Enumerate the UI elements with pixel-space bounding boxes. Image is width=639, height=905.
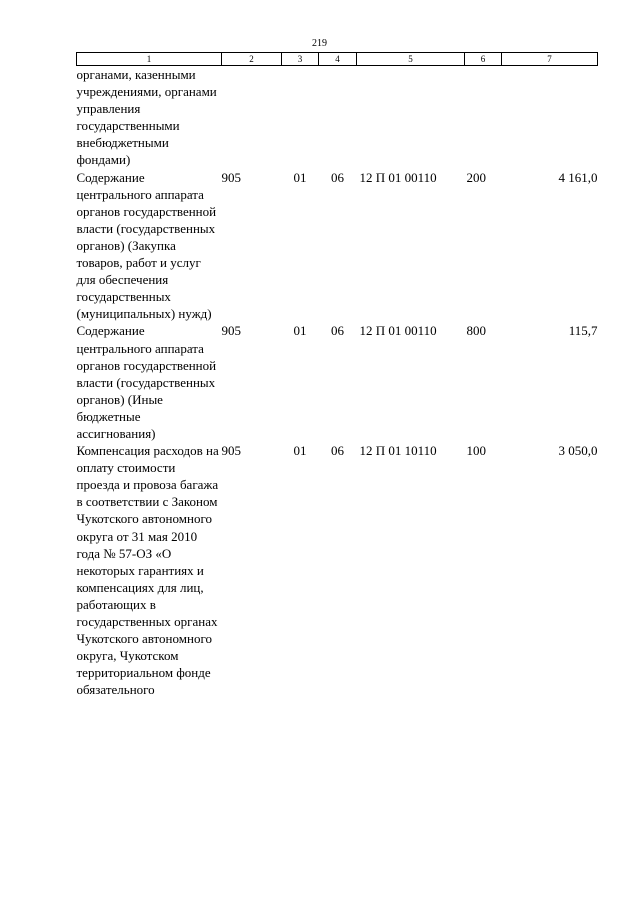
row-ministry-code: 905 (221, 323, 241, 339)
row-amount: 115,7 (568, 323, 598, 339)
row-section-code: 01 (293, 443, 307, 459)
row-target-code: 12 П 01 00110 (359, 323, 437, 339)
column-header-4: 4 (319, 53, 357, 66)
row-ministry-code: 905 (221, 443, 241, 459)
row-expense-type: 800 (466, 323, 486, 339)
row-target-code: 12 П 01 10110 (359, 443, 437, 459)
row-amount (502, 66, 598, 169)
row-expense-type: 200 (466, 169, 486, 185)
column-header-1: 1 (77, 53, 222, 66)
row-subsection-code (319, 66, 357, 169)
row-amount: 4 161,0 (558, 169, 598, 185)
row-name: Содержание центрального аппарата органов государственной власти (государственных органов) (Закупка товаров, работ и услуг для обеспечения государственных (муниципальных) нужд) (76, 169, 217, 322)
page-number: 219 (312, 38, 327, 49)
row-section-code: 01 (293, 323, 307, 339)
row-section-code (282, 66, 319, 169)
row-name: Компенсация расходов на оплату стоимости проезда и провоза багажа в соответствии с Законом Чукотского автономного округа от 31 мая 2010 года № 57-ОЗ «О некоторых гарантиях и компенсациях для лиц, работающих в государственных органах Чукотского автономного округа, Чукотском территориальном фонде обязательного (76, 443, 219, 698)
row-name: органами, казенными учреждениями, органами управления государственными внебюджетными фондами) (76, 67, 217, 168)
row-amount: 3 050,0 (558, 443, 598, 459)
row-section-code: 01 (293, 169, 307, 185)
row-ministry-code (222, 66, 282, 169)
row-subsection-code: 06 (331, 169, 344, 185)
table-row (77, 322, 598, 442)
row-target-code: 12 П 01 00110 (359, 169, 437, 185)
table-row (77, 169, 598, 323)
column-header-7: 7 (502, 53, 598, 66)
row-subsection-code: 06 (331, 323, 344, 339)
row-name: Содержание центрального аппарата органов государственной власти (государственных органов) (Иные бюджетные ассигнования) (76, 323, 217, 441)
budget-table (76, 52, 598, 698)
row-subsection-code: 06 (331, 443, 344, 459)
column-header-3: 3 (282, 53, 319, 66)
table-row (77, 66, 598, 169)
row-target-code (357, 66, 465, 169)
row-expense-type (465, 66, 502, 169)
row-expense-type: 100 (466, 443, 486, 459)
column-header-2: 2 (222, 53, 282, 66)
header-row (77, 53, 598, 66)
column-header-6: 6 (465, 53, 502, 66)
column-header-5: 5 (357, 53, 465, 66)
row-ministry-code: 905 (221, 169, 241, 185)
table-row (77, 442, 598, 698)
